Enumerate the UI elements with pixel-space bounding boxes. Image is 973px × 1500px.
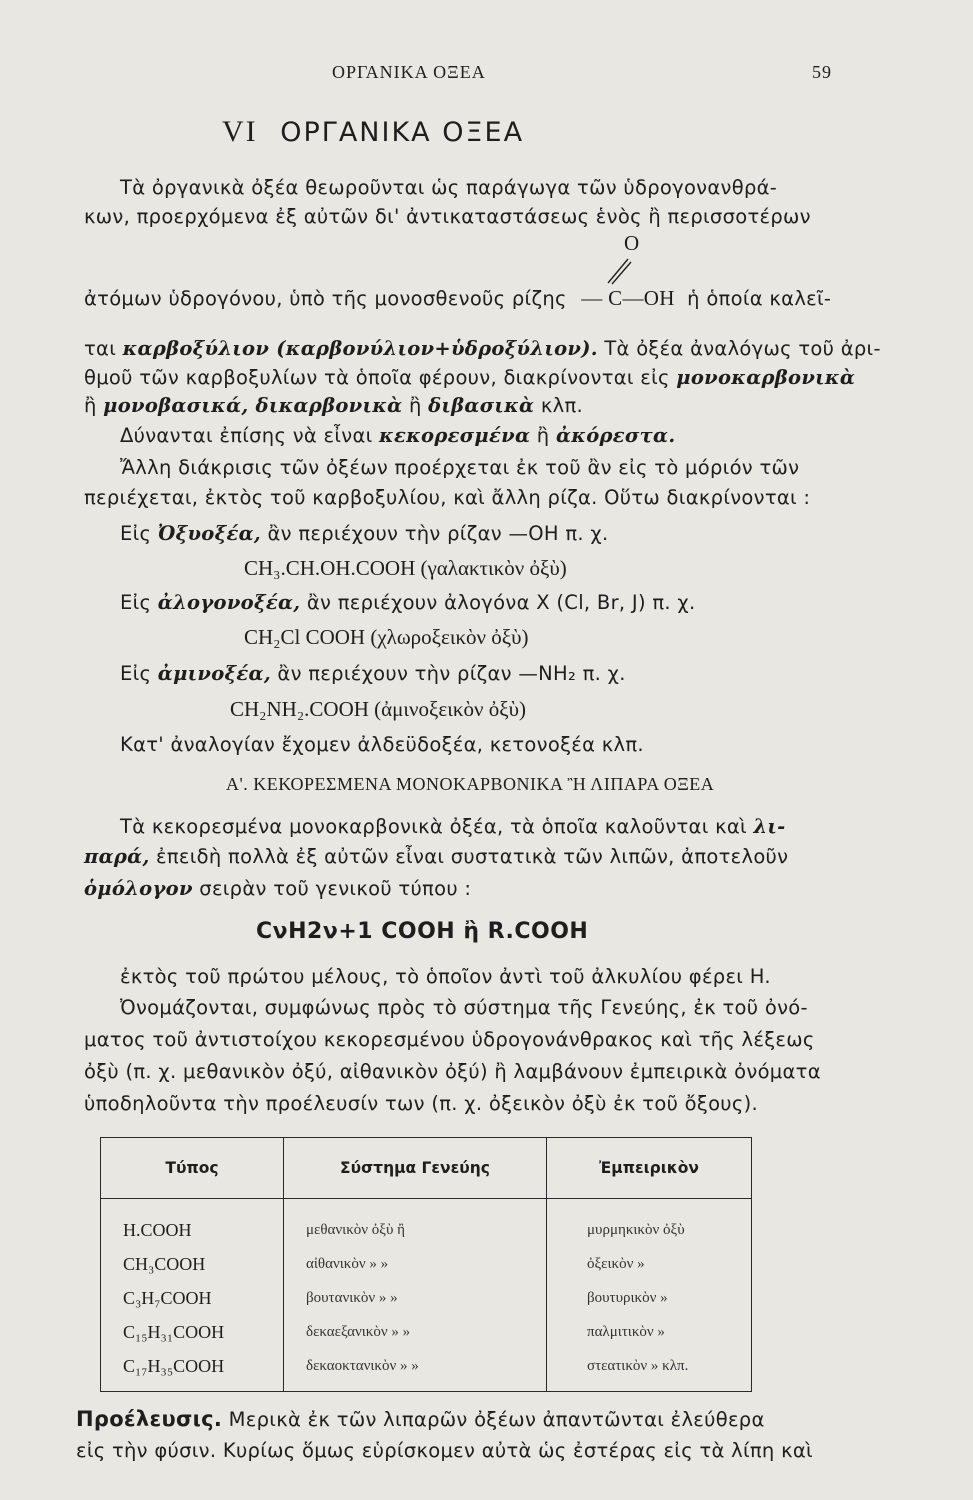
- origin-label: Προέλευσις.: [76, 1407, 223, 1431]
- carboxyl-formula: — C—OH: [581, 286, 675, 310]
- running-title: ΟΡΓΑΝΙΚΑ ΟΞΕΑ: [332, 62, 486, 82]
- intro-line-2: κων, προερχόμενα ἐξ αὐτῶν δι' ἀντικαταστάσεως ἑνὸς ἢ περισσοτέρων: [84, 205, 811, 228]
- intro-line-3: ἀτόμων ὑδρογόνου, ὑπὸ τῆς μονοσθενοῦς ρίζης — C—OH ἡ ὁποία καλεῖ-: [84, 286, 832, 310]
- table-row: C₃H₇COOH βουτανικὸν » » βουτυρικὸν »: [101, 1281, 752, 1315]
- formula-chloroacetic: CH₂Cl COOH (χλωροξεικὸν ὀξὺ): [244, 625, 529, 649]
- term-carboxyl: καρβοξύλιον (καρβονύλιον+ὑδροξύλιον).: [122, 337, 598, 360]
- carbonyl-oxygen: O: [624, 231, 640, 255]
- col-geneva: Σύστημα Γενεύης: [284, 1138, 547, 1199]
- page-number: 59: [812, 62, 832, 82]
- intro-line-6: ἢ μονοβασικά, δικαρβονικὰ ἢ διβασικὰ κλπ.: [84, 394, 584, 417]
- class-oxyacids: Εἰς Ὀξυοξέα, ἂν περιέχουν τὴν ρίζαν —OH π. χ.: [120, 522, 609, 545]
- section-a-line-8: ὑποδηλοῦντα τὴν προέλευσίν των (π. χ. ὀξεικὸν ὀξὺ ἐκ τοῦ ὄξους).: [84, 1092, 759, 1115]
- section-a-title: Α'. ΚΕΚΟΡΕΣΜΕΝΑ ΜΟΝΟΚΑΡΒΟΝΙΚΑ Ἢ ΛΙΠΑΡΑ ΟΞΕΑ: [226, 774, 715, 794]
- intro-line-8: Ἄλλη διάκρισις τῶν ὀξέων προέρχεται ἐκ τοῦ ἂν εἰς τὸ μόριόν τῶν: [120, 456, 800, 479]
- col-type: Τύπος: [101, 1138, 284, 1199]
- section-a-line-5: Ὀνομάζονται, συμφώνως πρὸς τὸ σύστημα τῆς Γενεύης, ἐκ τοῦ ὀνό-: [120, 996, 808, 1019]
- class-analogy: Κατ' ἀναλογίαν ἔχομεν ἀλδεϋδοξέα, κετονοξέα κλπ.: [120, 733, 644, 756]
- intro-line-5: θμοῦ τῶν καρβοξυλίων τὰ ὁποῖα φέρουν, διακρίνονται εἰς μονοκαρβονικὰ: [84, 366, 856, 389]
- section-a-line-2: παρά, ἐπειδὴ πολλὰ ἐξ αὐτῶν εἶναι συστατικὰ τῶν λιπῶν, ἀποτελοῦν: [84, 845, 789, 868]
- formula-lactic: CH₃.CH.OH.COOH (γαλακτικὸν ὀξὺ): [244, 556, 567, 580]
- chapter-heading: [222, 115, 524, 149]
- intro-line-4: ται καρβοξύλιον (καρβονύλιον+ὑδροξύλιον). Τὰ ὀξέα ἀναλόγως τοῦ ἀρι-: [84, 337, 881, 360]
- formula-aminoacetic: CH₂NH₂.COOH (ἀμινοξεικὸν ὀξὺ): [230, 697, 526, 721]
- class-aminoacids: Εἰς ἀμινοξέα, ἂν περιέχουν τὴν ρίζαν —NH₂ π. χ.: [120, 662, 626, 685]
- section-a-line-3: ὁμόλογον σειρὰν τοῦ γενικοῦ τύπου :: [84, 877, 472, 900]
- intro-line-7: Δύνανται ἐπίσης νὰ εἶναι κεκορεσμένα ἢ ἀκόρεστα.: [120, 424, 676, 447]
- origin-line-1: Προέλευσις. Μερικὰ ἐκ τῶν λιπαρῶν ὀξέων ἀπαντῶνται ἐλεύθερα: [76, 1407, 765, 1431]
- chapter-title: ΟΡΓΑΝΙΚΑ ΟΞΕΑ: [280, 117, 525, 148]
- section-a-line-4: ἐκτὸς τοῦ πρώτου μέλους, τὸ ὁποῖον ἀντὶ τοῦ ἀλκυλίου φέρει H.: [120, 965, 771, 988]
- table-row: H.COOH μεθανικὸν ὀξὺ ἢ μυρμηκικὸν ὀξὺ: [101, 1199, 752, 1248]
- section-a-line-1: Τὰ κεκορεσμένα μονοκαρβονικὰ ὀξέα, τὰ ὁποῖα καλοῦνται καὶ λι-: [120, 815, 786, 838]
- table-row: C₁₅H₃₁COOH δεκαεξανικὸν » » παλμιτικὸν »: [101, 1315, 752, 1349]
- table-header-row: [101, 1138, 752, 1199]
- section-a-line-7: ὀξὺ (π. χ. μεθανικὸν ὀξύ, αἰθανικὸν ὀξύ) ἢ λαμβάνουν ἐμπειρικὰ ὀνόματα: [84, 1060, 821, 1083]
- intro-line-1: Τὰ ὀργανικὰ ὀξέα θεωροῦνται ὡς παράγωγα τῶν ὑδρογονανθρά-: [120, 176, 778, 199]
- section-a-line-6: ματος τοῦ ἀντιστοίχου κεκορεσμένου ὑδρογονάνθρακος καὶ τῆς λέξεως: [84, 1028, 815, 1051]
- col-empirical: Ἐμπειρικὸν: [547, 1138, 752, 1199]
- chapter-number: VI: [222, 115, 258, 148]
- double-bond-mark: [606, 256, 632, 286]
- table-row: CH₃COOH αἰθανικὸν » » ὀξεικὸν »: [101, 1247, 752, 1281]
- intro-line-9: περιέχεται, ἐκτὸς τοῦ καρβοξυλίου, καὶ ἄλλη ρίζα. Οὕτω διακρίνονται :: [84, 486, 811, 509]
- fatty-acids-table: [100, 1137, 752, 1392]
- class-haloacids: Εἰς ἀλογονοξέα, ἂν περιέχουν ἀλογόνα X (Cl, Br, J) π. χ.: [120, 591, 696, 614]
- general-formula: CνH2ν+1 COOH ἢ R.COOH: [256, 919, 589, 944]
- table-row: C₁₇H₃₅COOH δεκαοκτανικὸν » » στεατικὸν » κλπ.: [101, 1349, 752, 1392]
- origin-line-2: εἰς τὴν φύσιν. Κυρίως ὅμως εὑρίσκομεν αὐτὰ ὡς ἐστέρας εἰς τὰ λίπη καὶ: [76, 1439, 813, 1462]
